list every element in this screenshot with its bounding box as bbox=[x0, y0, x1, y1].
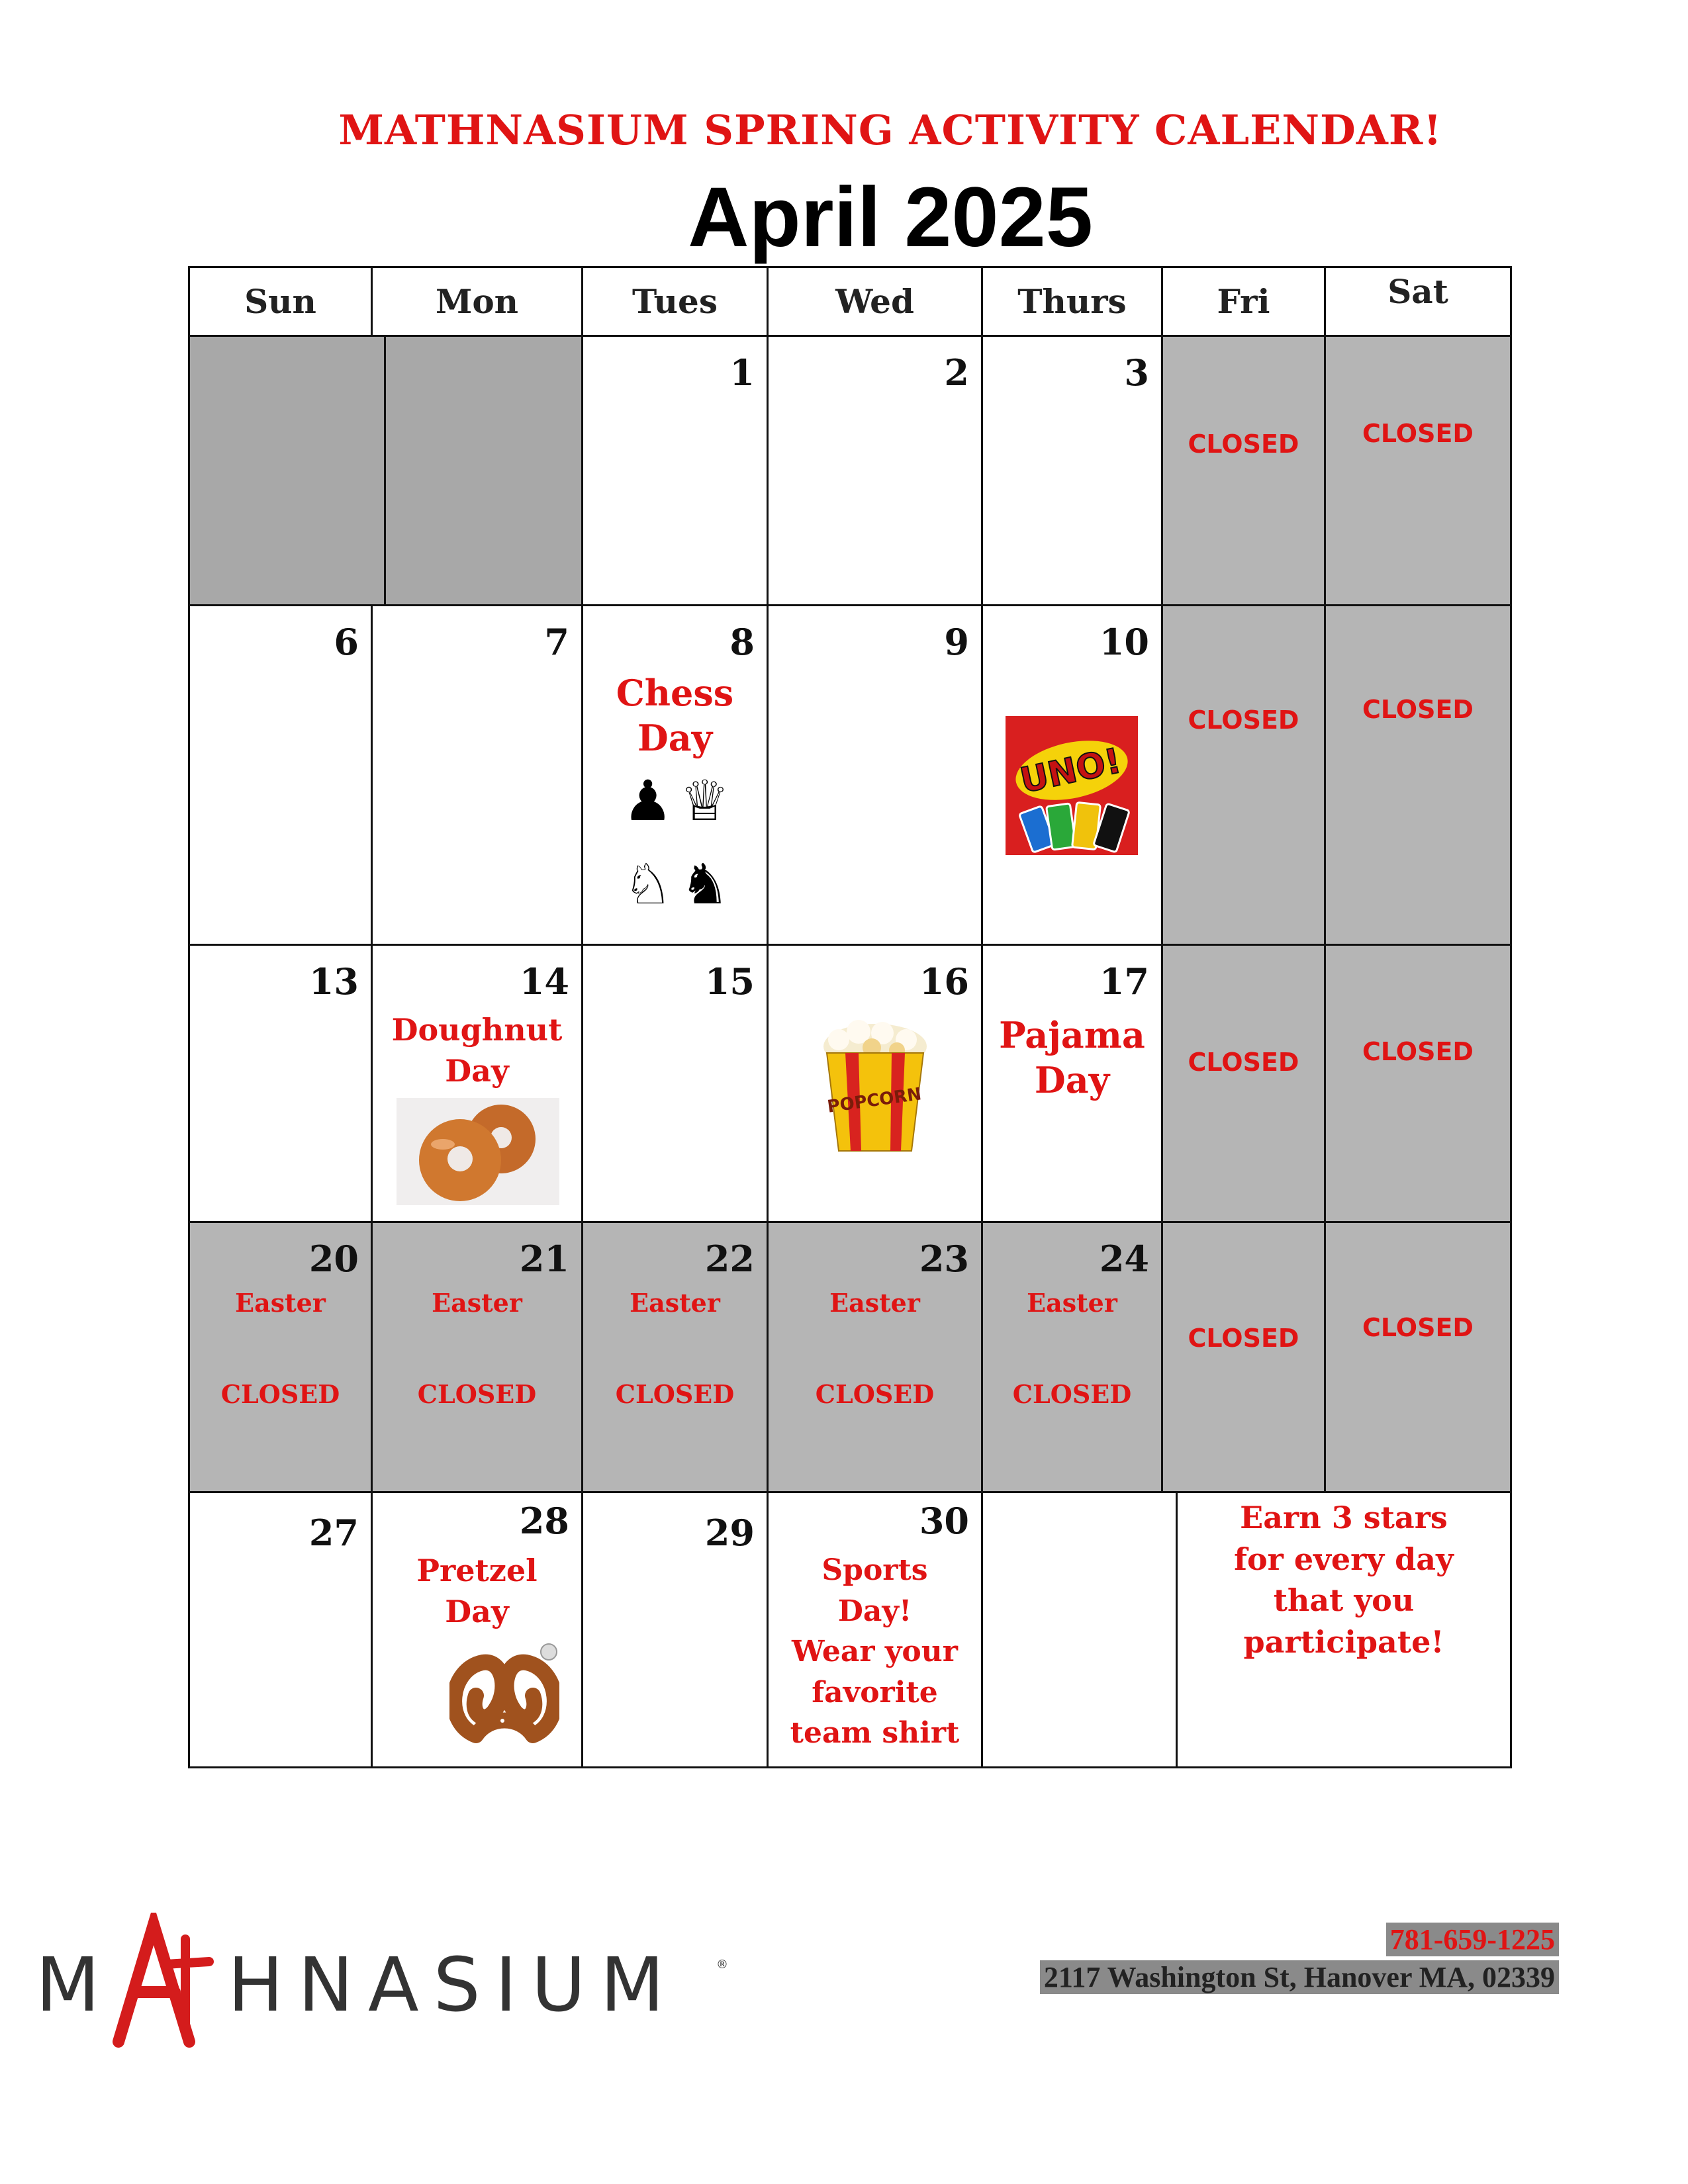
day-number: 8 bbox=[729, 621, 755, 663]
closed-label: CLOSED bbox=[417, 1379, 537, 1409]
day-cell-closed bbox=[188, 1221, 373, 1493]
easter-label: Easter bbox=[829, 1288, 920, 1318]
event-pajama-day bbox=[983, 1013, 1161, 1103]
doughnut-image bbox=[397, 1098, 559, 1205]
closed-label: CLOSED bbox=[1188, 430, 1299, 459]
easter-label: Easter bbox=[630, 1288, 720, 1318]
svg-text:HNASIUM: HNASIUM bbox=[228, 1942, 679, 2028]
empty-day bbox=[981, 1491, 1178, 1768]
easter-label: Easter bbox=[432, 1288, 522, 1318]
event-line: Chess bbox=[616, 672, 734, 714]
day-cell bbox=[371, 944, 583, 1223]
event-chess-day bbox=[583, 671, 767, 760]
stars-note-cell bbox=[1176, 1491, 1512, 1768]
note-line: for every day bbox=[1234, 1541, 1454, 1577]
weekday-fri: Fri bbox=[1161, 266, 1326, 337]
day-number: 14 bbox=[519, 960, 569, 1003]
stars-note bbox=[1178, 1497, 1510, 1662]
day-cell bbox=[767, 1491, 983, 1768]
event-line: Doughnut bbox=[391, 1012, 563, 1048]
day-cell bbox=[767, 335, 983, 606]
day-number: 7 bbox=[544, 621, 569, 663]
event-line: Pretzel bbox=[416, 1553, 538, 1588]
day-number: 28 bbox=[519, 1500, 569, 1542]
day-cell bbox=[188, 1491, 373, 1768]
uno-logo-text: UNO! bbox=[1017, 741, 1125, 801]
svg-text:®: ® bbox=[716, 1958, 728, 1972]
day-cell bbox=[371, 1491, 583, 1768]
day-number: 10 bbox=[1099, 621, 1149, 663]
day-number: 9 bbox=[944, 621, 969, 663]
pretzel-image bbox=[449, 1643, 559, 1749]
weekday-mon: Mon bbox=[371, 266, 583, 337]
event-line: Day bbox=[637, 716, 713, 759]
day-cell-closed bbox=[981, 1221, 1163, 1493]
day-number: 27 bbox=[308, 1512, 359, 1554]
day-cell bbox=[767, 944, 983, 1223]
day-cell bbox=[981, 944, 1163, 1223]
mathnasium-logo bbox=[36, 1913, 731, 2085]
weekday-sun: Sun bbox=[188, 266, 373, 337]
empty-day bbox=[188, 335, 386, 606]
event-line: Day! bbox=[837, 1594, 912, 1628]
day-number: 15 bbox=[704, 960, 755, 1003]
day-number: 23 bbox=[919, 1238, 969, 1280]
closed-label: CLOSED bbox=[1012, 1379, 1132, 1409]
event-line: Day bbox=[445, 1594, 509, 1630]
day-cell-closed bbox=[1324, 604, 1512, 946]
closed-label: CLOSED bbox=[1362, 419, 1474, 448]
day-number: 6 bbox=[334, 621, 359, 663]
day-number: 16 bbox=[919, 960, 969, 1003]
note-line: Earn 3 stars bbox=[1240, 1500, 1448, 1535]
day-number: 3 bbox=[1124, 351, 1149, 394]
day-cell-closed bbox=[1324, 335, 1512, 606]
day-number: 24 bbox=[1099, 1238, 1149, 1280]
phone-number: 781-659-1225 bbox=[1386, 1923, 1559, 1956]
popcorn-bucket-text: POPCORN bbox=[825, 1084, 923, 1117]
closed-label: CLOSED bbox=[815, 1379, 935, 1409]
note-line: that you bbox=[1273, 1582, 1415, 1619]
event-line: favorite bbox=[812, 1675, 938, 1709]
day-number: 22 bbox=[704, 1238, 755, 1280]
day-cell bbox=[767, 604, 983, 946]
closed-label: CLOSED bbox=[1362, 695, 1474, 724]
weekday-tues: Tues bbox=[581, 266, 769, 337]
event-line: Pajama bbox=[999, 1014, 1145, 1056]
day-cell bbox=[581, 944, 769, 1223]
easter-label: Easter bbox=[1027, 1288, 1117, 1318]
event-line: Sports bbox=[821, 1553, 928, 1587]
day-cell bbox=[581, 335, 769, 606]
day-cell bbox=[188, 604, 373, 946]
day-number: 1 bbox=[729, 351, 755, 394]
day-cell bbox=[371, 604, 583, 946]
day-cell bbox=[981, 604, 1163, 946]
closed-label: CLOSED bbox=[615, 1379, 735, 1409]
chess-black-knight-icon: ♞ bbox=[680, 852, 730, 917]
day-cell bbox=[581, 1491, 769, 1768]
event-line: team shirt bbox=[790, 1716, 960, 1751]
day-number: 20 bbox=[308, 1238, 359, 1280]
popcorn-image bbox=[819, 1020, 931, 1152]
day-cell bbox=[581, 604, 769, 946]
closed-label: CLOSED bbox=[220, 1379, 340, 1409]
day-cell-closed bbox=[1324, 1221, 1512, 1493]
closed-label: CLOSED bbox=[1362, 1313, 1474, 1342]
chess-queen-icon: ♕ bbox=[680, 768, 730, 833]
day-cell-closed bbox=[581, 1221, 769, 1493]
day-number: 21 bbox=[519, 1238, 569, 1280]
day-number: 30 bbox=[919, 1500, 969, 1542]
uno-cards-image bbox=[1006, 716, 1138, 855]
closed-label: CLOSED bbox=[1362, 1037, 1474, 1066]
calendar-grid bbox=[188, 266, 1512, 1768]
empty-day bbox=[384, 335, 583, 606]
event-sports-day bbox=[769, 1550, 981, 1754]
weekday-wed: Wed bbox=[767, 266, 983, 337]
chess-white-knight-icon: ♘ bbox=[623, 852, 673, 917]
event-pretzel-day bbox=[373, 1550, 581, 1632]
day-number: 2 bbox=[944, 351, 969, 394]
day-number: 29 bbox=[704, 1512, 755, 1554]
event-line: Day bbox=[1034, 1058, 1110, 1101]
easter-label: Easter bbox=[235, 1288, 326, 1318]
svg-text:M: M bbox=[36, 1942, 109, 2028]
closed-label: CLOSED bbox=[1188, 705, 1299, 735]
event-doughnut-day bbox=[373, 1009, 581, 1091]
event-line: Wear your bbox=[792, 1635, 958, 1669]
day-cell-closed bbox=[371, 1221, 583, 1493]
day-number: 13 bbox=[308, 960, 359, 1003]
day-cell-closed bbox=[1324, 944, 1512, 1223]
event-line: Day bbox=[445, 1053, 509, 1089]
note-line: participate! bbox=[1243, 1623, 1444, 1660]
month-title: April 2025 bbox=[688, 170, 1093, 265]
day-number: 17 bbox=[1099, 960, 1149, 1003]
day-cell-closed bbox=[1161, 335, 1326, 606]
day-cell-closed bbox=[767, 1221, 983, 1493]
weekday-thurs: Thurs bbox=[981, 266, 1163, 337]
day-cell-closed bbox=[1161, 604, 1326, 946]
chess-pawn-icon: ♟ bbox=[623, 768, 673, 833]
closed-label: CLOSED bbox=[1188, 1048, 1299, 1077]
day-cell-closed bbox=[1161, 944, 1326, 1223]
page-title: MATHNASIUM SPRING ACTIVITY CALENDAR! bbox=[338, 106, 1442, 154]
day-cell-closed bbox=[1161, 1221, 1326, 1493]
closed-label: CLOSED bbox=[1188, 1324, 1299, 1353]
day-cell bbox=[981, 335, 1163, 606]
day-cell bbox=[188, 944, 373, 1223]
weekday-sat: Sat bbox=[1324, 266, 1512, 337]
address: 2117 Washington St, Hanover MA, 02339 bbox=[1040, 1960, 1559, 1994]
